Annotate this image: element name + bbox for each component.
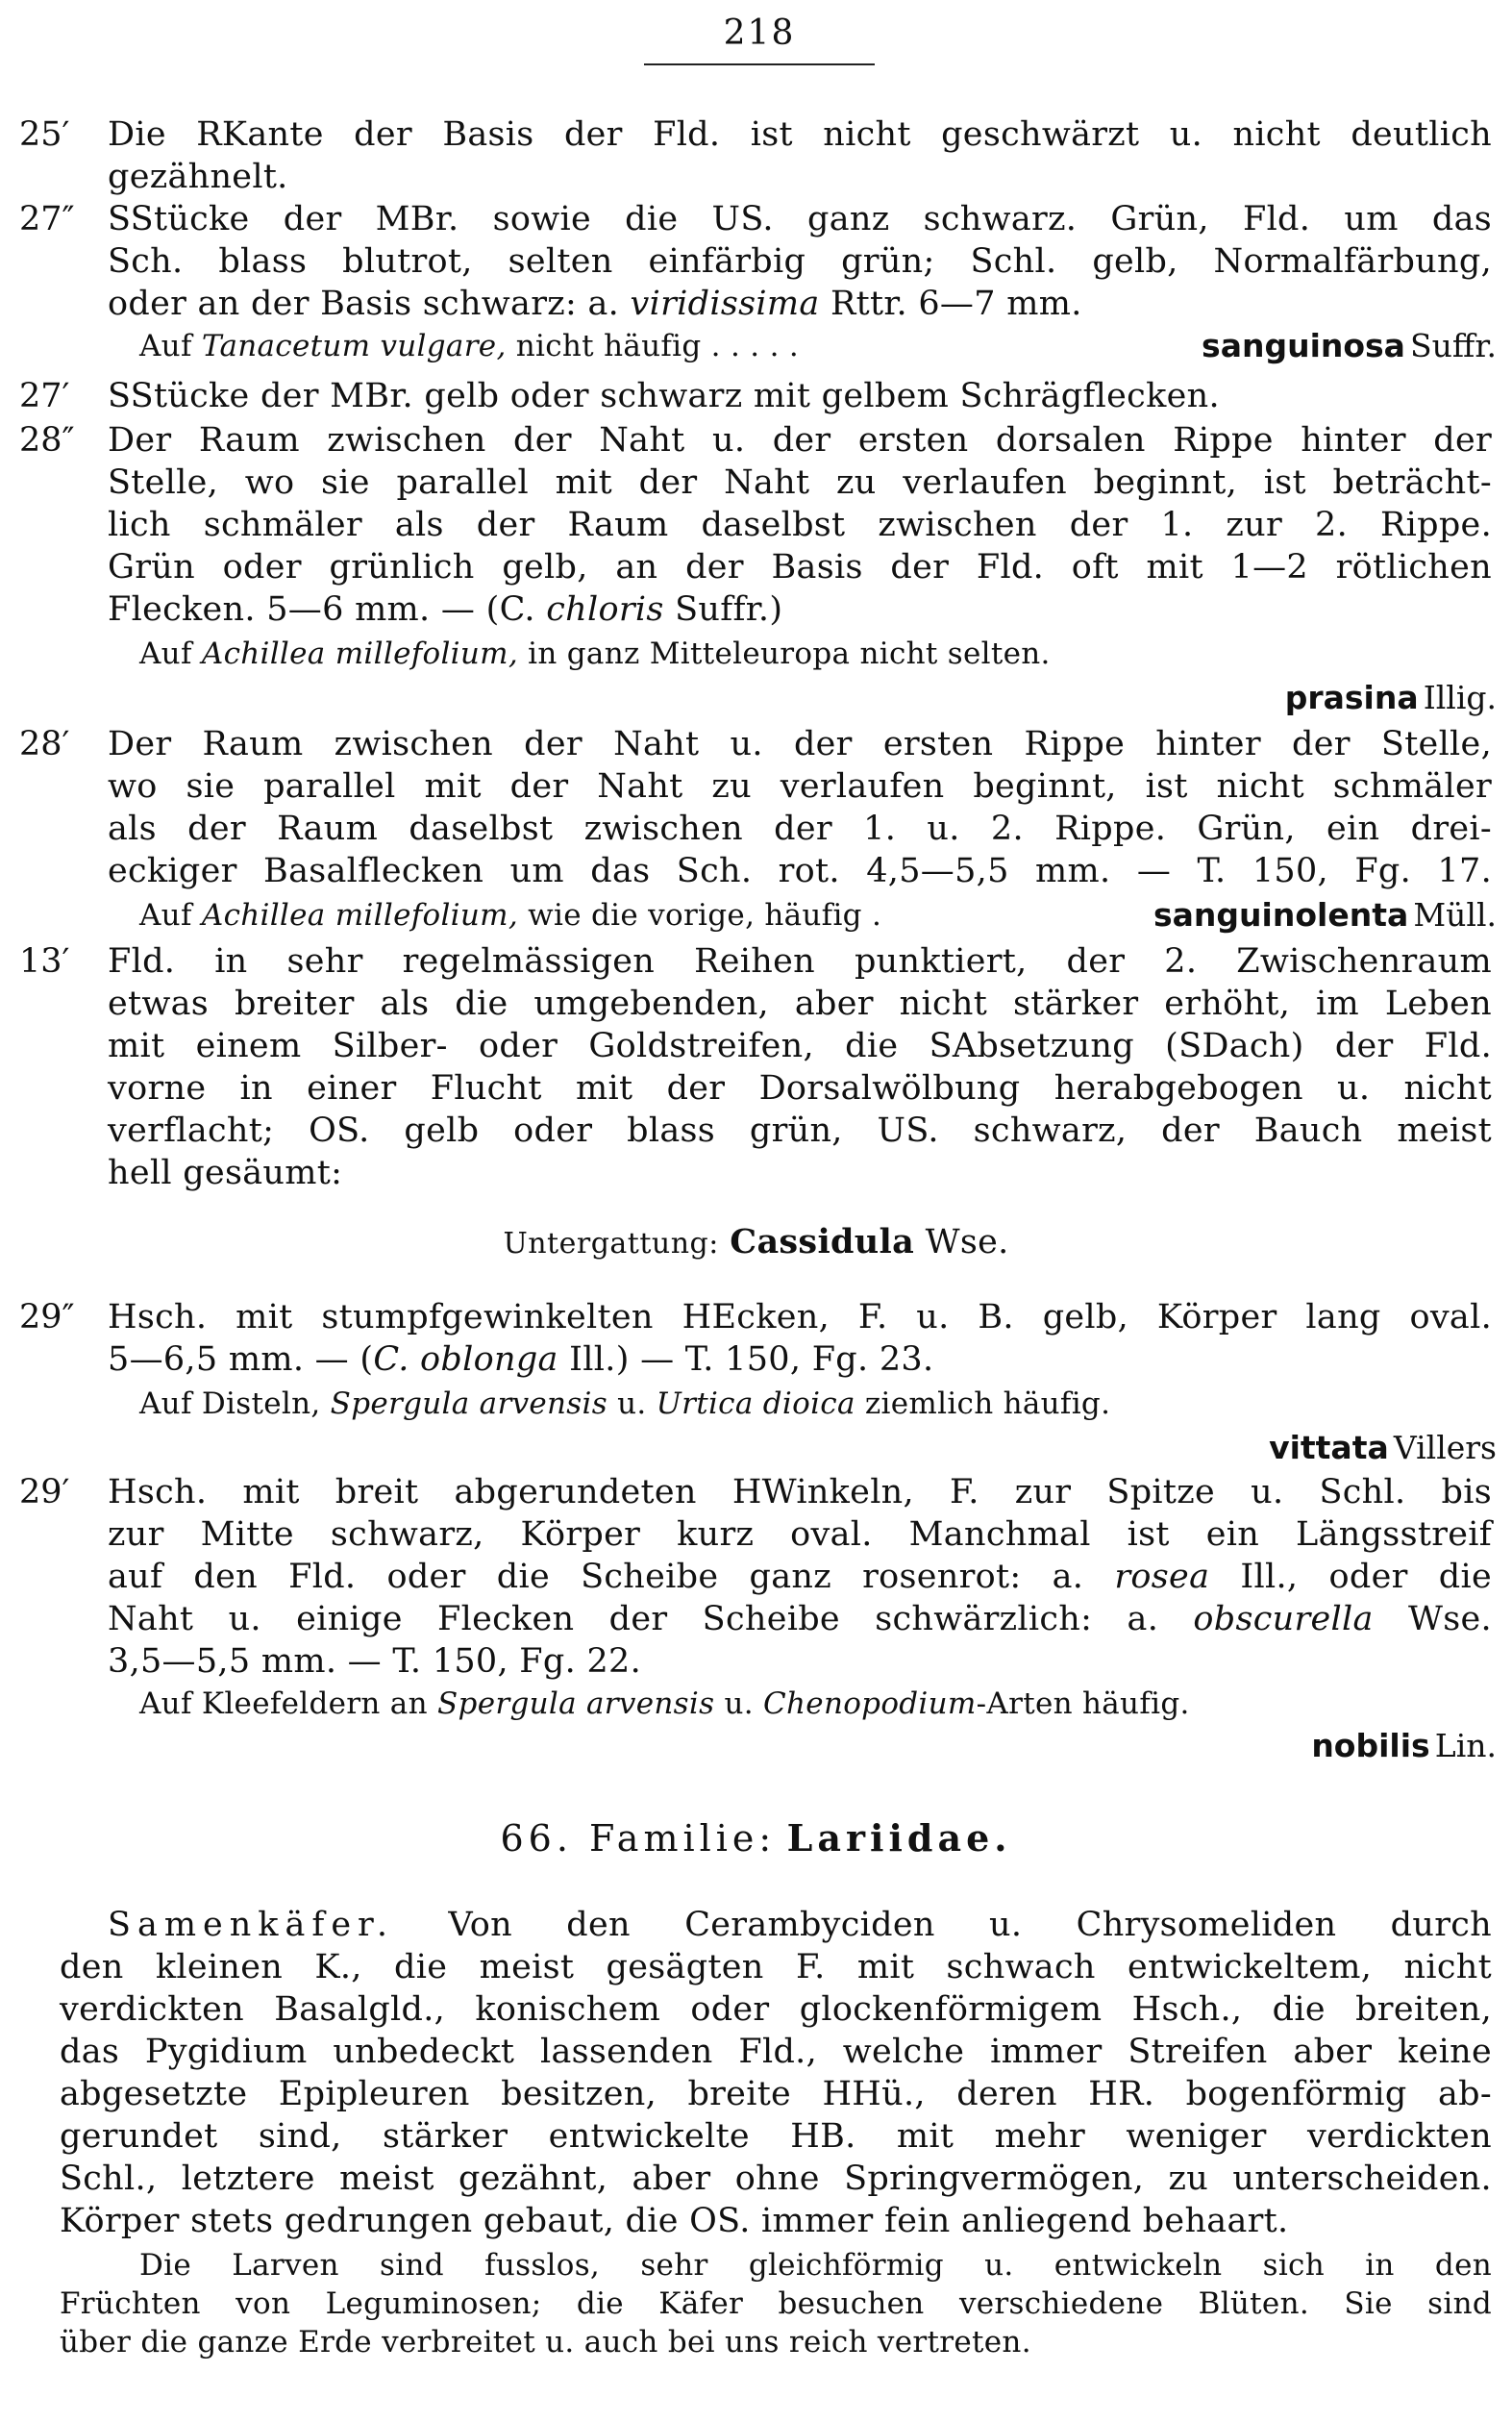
host-plant: Urtica dioica xyxy=(656,1386,855,1421)
description-line: Schl., letztere meist gezähnt, aber ohne Springvermögen, zu unterscheiden. xyxy=(60,2160,1492,2198)
key-text-line: Der Raum zwischen der Naht u. der ersten dorsalen Rippe hinter der xyxy=(108,421,1492,460)
description-line: abgesetzte Epipleuren besitzen, breite HHü., deren HR. bogenförmig ab- xyxy=(60,2075,1492,2113)
host-line xyxy=(139,1685,1190,1723)
text-segment: Ill., oder die xyxy=(1240,1558,1492,1596)
species-author: Villers xyxy=(1393,1429,1497,1466)
key-text-line: lich schmäler als der Raum daselbst zwischen der 1. zur 2. Rippe. xyxy=(108,506,1492,544)
text-segment: Auf xyxy=(139,898,192,933)
synonym-name: chloris xyxy=(546,590,664,629)
key-text-line: mit einem Silber- oder Goldstreifen, die SAbsetzung (SDach) der Fld. xyxy=(108,1027,1492,1065)
text-segment: ziemlich häufig. xyxy=(864,1386,1111,1421)
key-text-line: 3,5—5,5 mm. — T. 150, Fg. 22. xyxy=(108,1642,642,1681)
key-number: 29″ xyxy=(19,1298,75,1336)
text-segment: in ganz Mitteleuropa nicht selten. xyxy=(528,637,1051,671)
host-plant: Tanacetum vulgare, xyxy=(201,329,507,363)
text-segment: Naht u. einige Flecken der Scheibe schwärzlich: a. xyxy=(108,1600,1159,1638)
key-text-line: SStücke der MBr. sowie die US. ganz schwarz. Grün, Fld. um das xyxy=(108,200,1492,238)
text-segment: u. xyxy=(724,1686,754,1721)
family-heading xyxy=(0,1817,1512,1861)
species-line xyxy=(1285,677,1497,725)
species-author: Illig. xyxy=(1423,679,1497,716)
variety-name: obscurella xyxy=(1193,1600,1374,1638)
key-text-line: Die RKante der Basis der Fld. ist nicht geschwärzt u. nicht deutlich xyxy=(108,115,1492,154)
species-name: sanguinolenta xyxy=(1153,896,1409,934)
key-text-line: gezähnelt. xyxy=(108,158,288,196)
family-name: Lariidae. xyxy=(786,1816,1012,1860)
species-name: prasina xyxy=(1284,679,1419,716)
species-line xyxy=(1269,1427,1497,1475)
species-name: vittata xyxy=(1269,1429,1389,1466)
host-plant: Chenopodium xyxy=(763,1686,977,1721)
text-segment: nicht häufig . . . . . xyxy=(515,329,800,363)
text-segment: Flecken. 5—6 mm. — (C. xyxy=(108,590,535,629)
key-text-line: Hsch. mit stumpfgewinkelten HEcken, F. u. B. gelb, Körper lang oval. xyxy=(108,1298,1492,1336)
note-line: Die Larven sind fusslos, sehr gleichförmig u. entwickeln sich in den xyxy=(139,2248,1492,2283)
host-line xyxy=(139,635,1051,673)
note-line: über die ganze Erde verbreitet u. auch bei uns reich vertreten. xyxy=(60,2325,1031,2360)
family-prefix: 66. Familie: xyxy=(500,1817,777,1860)
text-segment: u. xyxy=(617,1386,647,1421)
key-text-line: eckiger Basalflecken um das Sch. rot. 4,5—5,5 mm. — T. 150, Fg. 17. xyxy=(108,852,1492,890)
description-line: gerundet sind, stärker entwickelte HB. mit mehr weniger verdickten xyxy=(60,2117,1492,2156)
key-number: 25′ xyxy=(19,115,70,154)
species-line xyxy=(1311,1725,1497,1773)
subgenus-heading xyxy=(0,1221,1512,1265)
text-segment: Auf Kleefeldern an xyxy=(139,1686,428,1721)
key-number: 28″ xyxy=(19,421,75,460)
species-name: nobilis xyxy=(1311,1727,1430,1764)
text-segment: -Arten häufig. xyxy=(976,1686,1190,1721)
host-plant: Achillea millefolium, xyxy=(201,637,518,671)
key-text-line xyxy=(108,1338,933,1381)
key-text-line xyxy=(108,588,782,631)
species-author: Suffr. xyxy=(1410,327,1497,364)
text-segment: 5—6,5 mm. — ( xyxy=(108,1340,374,1379)
common-name: Samenkäfer. xyxy=(108,1906,395,1944)
description-line: verdickten Basalgld., konischem oder glockenförmigem Hsch., die breiten, xyxy=(60,1990,1492,2029)
subgenus-author: Wse. xyxy=(925,1223,1009,1261)
key-text-line: Fld. in sehr regelmässigen Reihen punktiert, der 2. Zwischenraum xyxy=(108,942,1492,981)
text-segment: Rttr. 6—7 mm. xyxy=(830,285,1082,323)
species-name: sanguinosa xyxy=(1202,327,1405,364)
text-segment: Von den Cerambyciden u. Chrysomeliden durch xyxy=(448,1906,1492,1944)
key-text-line: verflacht; OS. gelb oder blass grün, US. schwarz, der Bauch meist xyxy=(108,1111,1492,1150)
text-segment: Suffr.) xyxy=(675,590,783,629)
key-text-line: Sch. blass blutrot, selten einfärbig grün; Schl. gelb, Normalfärbung, xyxy=(108,242,1492,281)
species-author: Lin. xyxy=(1434,1727,1497,1764)
host-plant: Achillea millefolium, xyxy=(201,898,518,933)
key-text-line: Der Raum zwischen der Naht u. der ersten Rippe hinter der Stelle, xyxy=(108,725,1492,763)
text-segment: Auf xyxy=(139,329,192,363)
description-line: das Pygidium unbedeckt lassenden Fld., welche immer Streifen aber keine xyxy=(60,2033,1492,2071)
variety-name: viridissima xyxy=(630,285,820,323)
species-line xyxy=(1153,894,1497,942)
key-text-line: zur Mitte schwarz, Körper kurz oval. Manchmal ist ein Längsstreif xyxy=(108,1515,1492,1554)
key-text-line xyxy=(108,283,1082,325)
text-segment: Auf Disteln, xyxy=(139,1386,321,1421)
key-text-line: wo sie parallel mit der Naht zu verlaufen beginnt, ist nicht schmäler xyxy=(108,767,1492,806)
host-plant: Spergula arvensis xyxy=(330,1386,607,1421)
key-text-line: Grün oder grünlich gelb, an der Basis der Fld. oft mit 1—2 rötlichen xyxy=(108,548,1492,587)
synonym-name: C. oblonga xyxy=(373,1340,558,1379)
text-segment: Auf xyxy=(139,637,192,671)
description-line: den kleinen K., die meist gesägten F. mit schwach entwickeltem, nicht xyxy=(60,1948,1492,1986)
text-segment: wie die vorige, häufig . xyxy=(528,898,882,933)
key-text-line xyxy=(108,1556,1492,1598)
species-author: Müll. xyxy=(1413,896,1497,934)
key-text-line: SStücke der MBr. gelb oder schwarz mit gelbem Schrägflecken. xyxy=(108,377,1220,415)
subgenus-name: Cassidula xyxy=(730,1222,915,1261)
key-text-line: vorne in einer Flucht mit der Dorsalwölbung herabgebogen u. nicht xyxy=(108,1069,1492,1108)
text-segment: oder an der Basis schwarz: a. xyxy=(108,285,620,323)
page-number: 218 xyxy=(723,13,796,53)
host-plant: Spergula arvensis xyxy=(437,1686,715,1721)
page-number-rule xyxy=(644,63,875,65)
key-number: 27″ xyxy=(19,200,75,238)
key-number: 28′ xyxy=(19,725,70,763)
text-segment: Ill.) — T. 150, Fg. 23. xyxy=(569,1340,934,1379)
key-number: 13′ xyxy=(19,942,70,981)
description-line xyxy=(108,1904,1492,1946)
key-text-line xyxy=(108,1598,1492,1640)
host-line xyxy=(139,896,881,935)
text-segment: Wse. xyxy=(1408,1600,1492,1638)
description-line: Körper stets gedrungen gebaut, die OS. immer fein anliegend behaart. xyxy=(60,2202,1289,2240)
key-text-line: etwas breiter als die umgebenden, aber nicht stärker erhöht, im Leben xyxy=(108,985,1492,1023)
host-line xyxy=(139,327,799,365)
key-text-line: hell gesäumt: xyxy=(108,1154,343,1192)
key-text-line: Hsch. mit breit abgerundeten HWinkeln, F. zur Spitze u. Schl. bis xyxy=(108,1473,1492,1511)
note-line: Früchten von Leguminosen; die Käfer besuchen verschiedene Blüten. Sie sind xyxy=(60,2286,1492,2321)
host-line xyxy=(139,1385,1110,1423)
text-segment: auf den Fld. oder die Scheibe ganz rosenrot: a. xyxy=(108,1558,1084,1596)
key-number: 29′ xyxy=(19,1473,70,1511)
subgenus-prefix: Untergattung: xyxy=(503,1227,719,1261)
variety-name: rosea xyxy=(1114,1558,1210,1596)
species-line xyxy=(1202,325,1497,373)
key-text-line: als der Raum daselbst zwischen der 1. u. 2. Rippe. Grün, ein drei- xyxy=(108,810,1492,848)
key-number: 27′ xyxy=(19,377,70,415)
key-text-line: Stelle, wo sie parallel mit der Naht zu verlaufen beginnt, ist beträcht- xyxy=(108,463,1492,502)
